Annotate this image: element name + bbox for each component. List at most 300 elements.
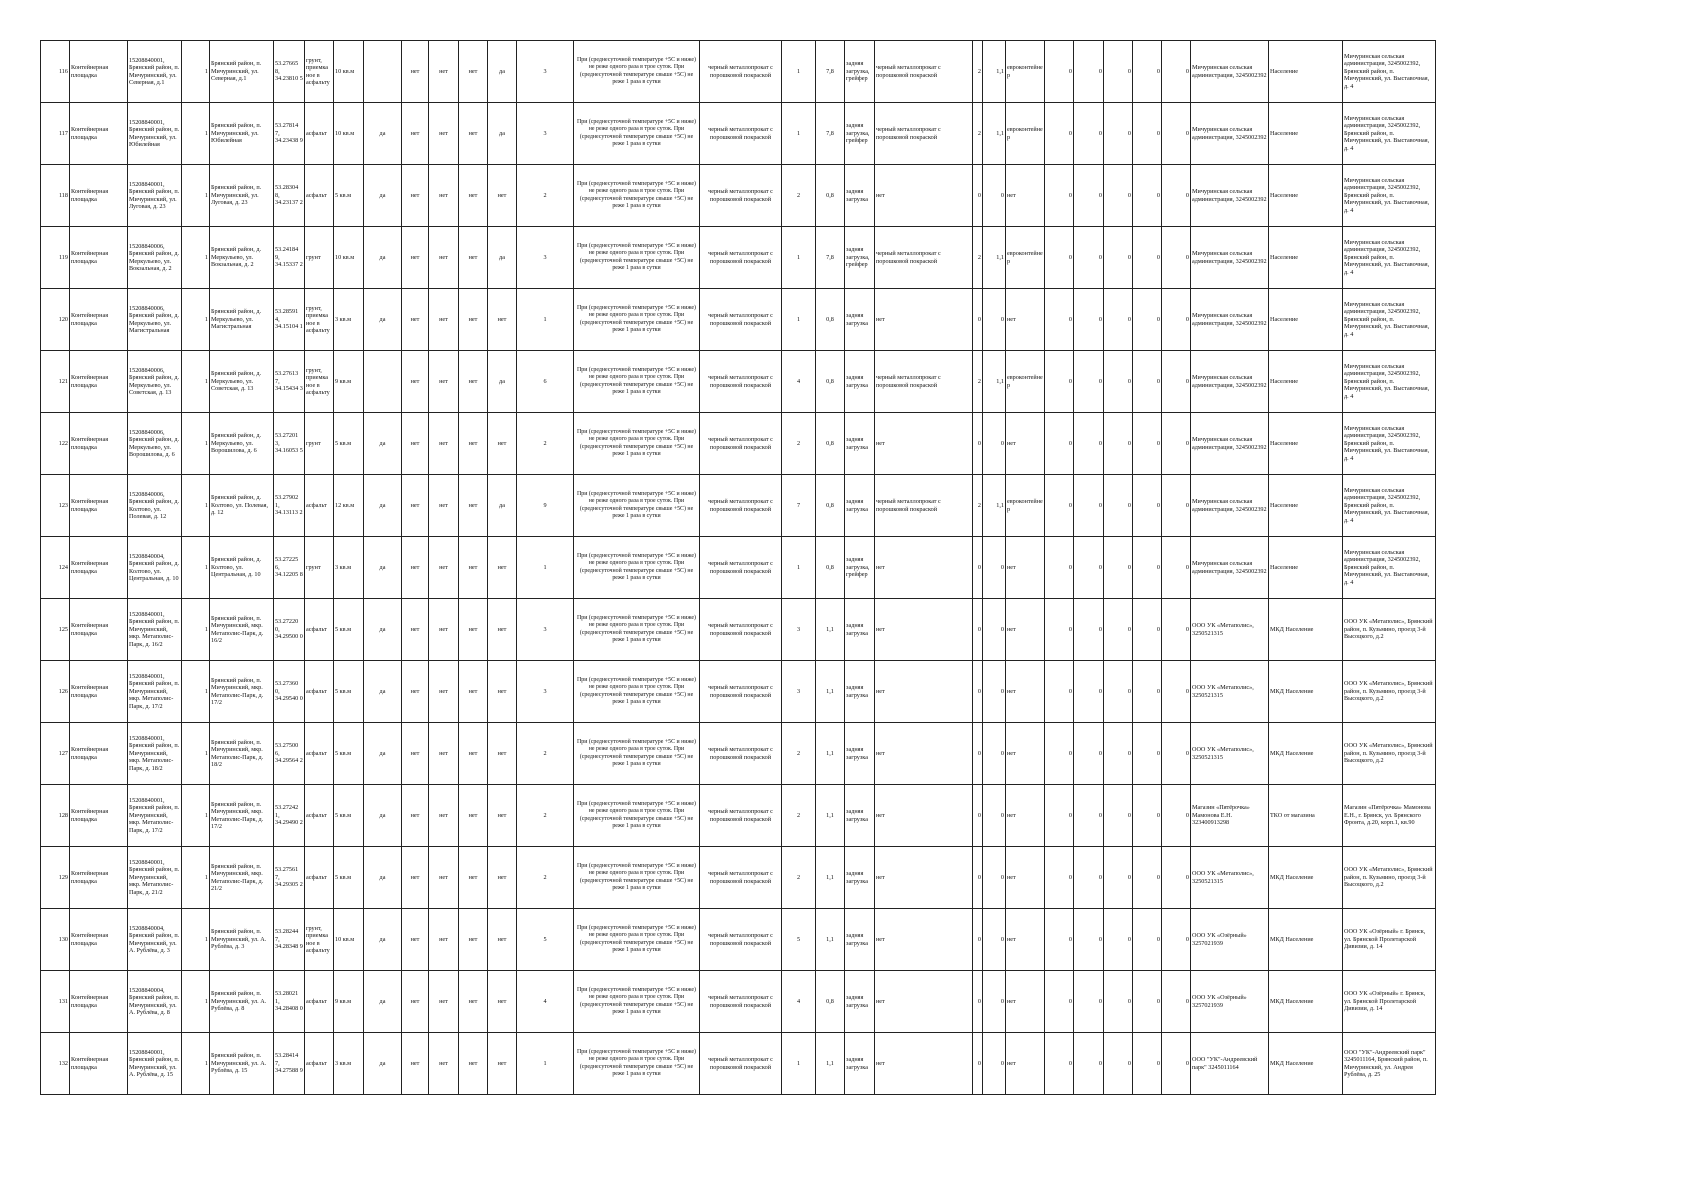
cell-load-type: задняя загрузка, грейфер bbox=[845, 537, 875, 599]
cell-load-type: задняя загрузка bbox=[845, 661, 875, 723]
cell-bunker-material: нет bbox=[875, 413, 973, 475]
cell-flag: 1 bbox=[182, 847, 210, 909]
cell-waste-source-details: ООО УК «Метаполис», Брянский район, п. Кузьмино, проезд 3-й Высоцкого, д.2 bbox=[1343, 723, 1436, 785]
cell-oktmo-address: 15208840001, Брянский район, п. Мичуринский, мкр. Метаполис-Парк, д. 16/2 bbox=[128, 599, 182, 661]
cell-flag-c3: да bbox=[488, 41, 517, 103]
cell-zero-4: 0 bbox=[1133, 1033, 1162, 1095]
cell-owner: Магазин «Пятёрочка» Мамонова Е.Н. 323400913298 bbox=[1191, 785, 1269, 847]
cell-container-count-2: 2 bbox=[782, 165, 816, 227]
cell-site-address: Брянский район, д. Колтово, ул. Полевая, д. 12 bbox=[210, 475, 274, 537]
cell-zero-1: 0 bbox=[1045, 103, 1074, 165]
cell-site-area: 12 кв.м bbox=[334, 475, 364, 537]
cell-zero-2: 0 bbox=[1074, 289, 1104, 351]
cell-container-count: 3 bbox=[517, 41, 574, 103]
cell-zero-3: 0 bbox=[1104, 661, 1133, 723]
cell-fence: нет bbox=[402, 971, 429, 1033]
cell-fence: нет bbox=[402, 351, 429, 413]
cell-bunker-material: нет bbox=[875, 1033, 973, 1095]
cell-collection-schedule: При (среднесуточной температуре +5С и ниже) не реже одного раза в трое суток. При (среднесуточной температуре свыше +5С) не реже 1 раза в сутки bbox=[574, 971, 700, 1033]
cell-container-volume: 1,1 bbox=[816, 599, 845, 661]
cell-flag-c2: нет bbox=[459, 41, 488, 103]
cell-surface-type: асфальт bbox=[305, 165, 334, 227]
cell-flag-c1: нет bbox=[429, 847, 459, 909]
cell-zero-2: 0 bbox=[1074, 165, 1104, 227]
cell-flag-c1: нет bbox=[429, 475, 459, 537]
cell-flag-c3: нет bbox=[488, 971, 517, 1033]
cell-zero-1: 0 bbox=[1045, 599, 1074, 661]
cell-waste-source-details: Мичуринская сельская администрация, 3245002392, Брянский район, п. Мичуринский, ул. Выставочная, д. 4 bbox=[1343, 103, 1436, 165]
cell-owner: Мичуринская сельская администрация, 3245002392 bbox=[1191, 537, 1269, 599]
cell-coordinates: 53.27360 0, 34.29540 0 bbox=[274, 661, 305, 723]
cell-site-type: Контейнерная площадка bbox=[70, 723, 128, 785]
cell-flag-c3: нет bbox=[488, 537, 517, 599]
cell-bunker-type: нет bbox=[1006, 785, 1045, 847]
cell-zero-3: 0 bbox=[1104, 351, 1133, 413]
cell-bunker-count: 0 bbox=[973, 971, 983, 1033]
cell-container-count: 2 bbox=[517, 165, 574, 227]
cell-bunker-material: нет bbox=[875, 599, 973, 661]
cell-oktmo-address: 15208840001, Брянский район, п. Мичуринский, ул. А. Рублёва, д. 15 bbox=[128, 1033, 182, 1095]
cell-flag: 1 bbox=[182, 351, 210, 413]
cell-site-area: 3 кв.м bbox=[334, 537, 364, 599]
cell-container-count-2: 3 bbox=[782, 599, 816, 661]
cell-site-area: 5 кв.м bbox=[334, 661, 364, 723]
cell-canopy: да bbox=[364, 475, 402, 537]
cell-bunker-type: евроконтейнер bbox=[1006, 475, 1045, 537]
cell-zero-3: 0 bbox=[1104, 599, 1133, 661]
cell-bunker-material: нет bbox=[875, 909, 973, 971]
cell-bunker-count: 0 bbox=[973, 289, 983, 351]
cell-flag: 1 bbox=[182, 909, 210, 971]
cell-container-count: 2 bbox=[517, 413, 574, 475]
cell-site-type: Контейнерная площадка bbox=[70, 227, 128, 289]
cell-bunker-count: 0 bbox=[973, 661, 983, 723]
cell-surface-type: грунт, приемка ное в асфальту bbox=[305, 909, 334, 971]
cell-fence: нет bbox=[402, 289, 429, 351]
cell-flag-c1: нет bbox=[429, 785, 459, 847]
cell-zero-4: 0 bbox=[1133, 723, 1162, 785]
cell-waste-source-details: ООО УК «Метаполис», Брянский район, п. Кузьмино, проезд 3-й Высоцкого, д.2 bbox=[1343, 599, 1436, 661]
cell-bunker-material: нет bbox=[875, 537, 973, 599]
cell-collection-schedule: При (среднесуточной температуре +5С и ниже) не реже одного раза в трое суток. При (среднесуточной температуре свыше +5С) не реже 1 раза в сутки bbox=[574, 1033, 700, 1095]
cell-oktmo-address: 15208840001, Брянский район, п. Мичуринский, ул. Луговая, д. 23 bbox=[128, 165, 182, 227]
cell-bunker-count: 0 bbox=[973, 909, 983, 971]
cell-coordinates: 53.28021 1, 34.28408 0 bbox=[274, 971, 305, 1033]
cell-container-count-2: 2 bbox=[782, 413, 816, 475]
cell-row-number: 124 bbox=[41, 537, 70, 599]
cell-container-material: черный металлопрокат с порошковой покраской bbox=[700, 227, 782, 289]
cell-container-volume: 7,8 bbox=[816, 227, 845, 289]
cell-container-count-2: 1 bbox=[782, 41, 816, 103]
cell-container-count: 6 bbox=[517, 351, 574, 413]
cell-container-count: 3 bbox=[517, 661, 574, 723]
cell-zero-1: 0 bbox=[1045, 475, 1074, 537]
cell-container-count-2: 7 bbox=[782, 475, 816, 537]
cell-container-volume: 1,1 bbox=[816, 909, 845, 971]
cell-zero-5: 0 bbox=[1162, 227, 1191, 289]
cell-zero-5: 0 bbox=[1162, 41, 1191, 103]
cell-bunker-volume: 0 bbox=[983, 909, 1006, 971]
cell-canopy: да bbox=[364, 289, 402, 351]
cell-flag: 1 bbox=[182, 971, 210, 1033]
cell-site-area: 3 кв.м bbox=[334, 289, 364, 351]
cell-fence: нет bbox=[402, 661, 429, 723]
cell-zero-5: 0 bbox=[1162, 289, 1191, 351]
cell-canopy: да bbox=[364, 537, 402, 599]
cell-zero-2: 0 bbox=[1074, 413, 1104, 475]
cell-waste-source-details: ООО "УК"-Андреевский парк" 3245011164, Брянский район, п. Мичуринский, ул. Андрея Рублёва, д. 25 bbox=[1343, 1033, 1436, 1095]
cell-zero-5: 0 bbox=[1162, 413, 1191, 475]
cell-bunker-type: нет bbox=[1006, 289, 1045, 351]
cell-surface-type: грунт bbox=[305, 413, 334, 475]
cell-coordinates: 53.24184 9, 34.15337 2 bbox=[274, 227, 305, 289]
cell-zero-3: 0 bbox=[1104, 475, 1133, 537]
cell-fence: нет bbox=[402, 909, 429, 971]
cell-site-address: Брянский район, д. Меркульево, ул. Магистральная bbox=[210, 289, 274, 351]
cell-site-type: Контейнерная площадка bbox=[70, 41, 128, 103]
cell-surface-type: асфальт bbox=[305, 847, 334, 909]
cell-bunker-count: 0 bbox=[973, 1033, 983, 1095]
cell-bunker-type: нет bbox=[1006, 847, 1045, 909]
cell-bunker-material: черный металлопрокат с порошковой покраской bbox=[875, 227, 973, 289]
cell-bunker-count: 0 bbox=[973, 599, 983, 661]
cell-coordinates: 53.27225 6, 34.12205 8 bbox=[274, 537, 305, 599]
cell-bunker-volume: 0 bbox=[983, 847, 1006, 909]
cell-container-material: черный металлопрокат с порошковой покраской bbox=[700, 165, 782, 227]
cell-flag-c3: да bbox=[488, 103, 517, 165]
cell-oktmo-address: 15208840006, Брянский район, д. Меркульево, ул. Вокзальная, д. 2 bbox=[128, 227, 182, 289]
cell-container-count-2: 1 bbox=[782, 1033, 816, 1095]
cell-container-material: черный металлопрокат с порошковой покраской bbox=[700, 599, 782, 661]
cell-waste-source: Население bbox=[1269, 537, 1343, 599]
cell-container-material: черный металлопрокат с порошковой покраской bbox=[700, 413, 782, 475]
cell-bunker-material: нет bbox=[875, 785, 973, 847]
cell-zero-3: 0 bbox=[1104, 165, 1133, 227]
cell-container-volume: 0,8 bbox=[816, 537, 845, 599]
cell-flag-c2: нет bbox=[459, 599, 488, 661]
cell-load-type: задняя загрузка bbox=[845, 723, 875, 785]
cell-coordinates: 53.28414 7, 34.27588 9 bbox=[274, 1033, 305, 1095]
cell-container-material: черный металлопрокат с порошковой покраской bbox=[700, 289, 782, 351]
cell-container-count-2: 2 bbox=[782, 785, 816, 847]
cell-bunker-volume: 0 bbox=[983, 661, 1006, 723]
cell-zero-4: 0 bbox=[1133, 537, 1162, 599]
cell-container-material: черный металлопрокат с порошковой покраской bbox=[700, 1033, 782, 1095]
cell-container-volume: 0,8 bbox=[816, 475, 845, 537]
cell-collection-schedule: При (среднесуточной температуре +5С и ниже) не реже одного раза в трое суток. При (среднесуточной температуре свыше +5С) не реже 1 раза в сутки bbox=[574, 723, 700, 785]
cell-waste-source: МКД Население bbox=[1269, 971, 1343, 1033]
cell-site-area: 9 кв.м bbox=[334, 351, 364, 413]
cell-zero-2: 0 bbox=[1074, 847, 1104, 909]
cell-load-type: задняя загрузка bbox=[845, 1033, 875, 1095]
cell-site-type: Контейнерная площадка bbox=[70, 289, 128, 351]
cell-site-type: Контейнерная площадка bbox=[70, 475, 128, 537]
cell-flag-c1: нет bbox=[429, 165, 459, 227]
cell-owner: Мичуринская сельская администрация, 3245002392 bbox=[1191, 289, 1269, 351]
cell-bunker-type: нет bbox=[1006, 413, 1045, 475]
cell-flag-c3: да bbox=[488, 351, 517, 413]
cell-flag-c1: нет bbox=[429, 537, 459, 599]
cell-waste-source: Население bbox=[1269, 165, 1343, 227]
cell-bunker-type: нет bbox=[1006, 1033, 1045, 1095]
cell-canopy: да bbox=[364, 165, 402, 227]
cell-flag-c1: нет bbox=[429, 723, 459, 785]
cell-zero-3: 0 bbox=[1104, 909, 1133, 971]
cell-oktmo-address: 15208840004, Брянский район, д. Колтово, ул. Центральная, д. 10 bbox=[128, 537, 182, 599]
cell-coordinates: 53.28591 4, 34.15104 1 bbox=[274, 289, 305, 351]
cell-row-number: 116 bbox=[41, 41, 70, 103]
table-row bbox=[41, 41, 1436, 103]
cell-zero-3: 0 bbox=[1104, 971, 1133, 1033]
cell-bunker-volume: 1,1 bbox=[983, 475, 1006, 537]
cell-row-number: 121 bbox=[41, 351, 70, 413]
cell-canopy bbox=[364, 41, 402, 103]
cell-oktmo-address: 15208840001, Брянский район, п. Мичуринский, ул. Северная, д.1 bbox=[128, 41, 182, 103]
cell-flag-c3: нет bbox=[488, 909, 517, 971]
cell-owner: ООО УК «Метаполис», 3250521315 bbox=[1191, 723, 1269, 785]
table-row bbox=[41, 661, 1436, 723]
cell-fence: нет bbox=[402, 847, 429, 909]
cell-fence: нет bbox=[402, 103, 429, 165]
cell-site-area: 10 кв.м bbox=[334, 41, 364, 103]
cell-coordinates: 53.27613 7, 34.15434 3 bbox=[274, 351, 305, 413]
cell-site-type: Контейнерная площадка bbox=[70, 413, 128, 475]
cell-container-count-2: 1 bbox=[782, 289, 816, 351]
cell-zero-5: 0 bbox=[1162, 785, 1191, 847]
cell-load-type: задняя загрузка bbox=[845, 475, 875, 537]
cell-zero-3: 0 bbox=[1104, 723, 1133, 785]
cell-site-area: 5 кв.м bbox=[334, 723, 364, 785]
cell-load-type: задняя загрузка, грейфер bbox=[845, 227, 875, 289]
cell-site-area: 5 кв.м bbox=[334, 785, 364, 847]
cell-waste-source-details: Мичуринская сельская администрация, 3245002392, Брянский район, п. Мичуринский, ул. Выставочная, д. 4 bbox=[1343, 41, 1436, 103]
cell-waste-source: Население bbox=[1269, 227, 1343, 289]
cell-site-area: 5 кв.м bbox=[334, 599, 364, 661]
cell-flag: 1 bbox=[182, 661, 210, 723]
cell-site-address: Брянский район, п. Мичуринский, ул. А. Рублёва, д. 3 bbox=[210, 909, 274, 971]
cell-flag-c2: нет bbox=[459, 475, 488, 537]
cell-flag-c1: нет bbox=[429, 909, 459, 971]
cell-surface-type: асфальт bbox=[305, 723, 334, 785]
cell-owner: ООО УК «Озёрный» 3257021939 bbox=[1191, 909, 1269, 971]
cell-owner: ООО УК «Метаполис», 3250521315 bbox=[1191, 847, 1269, 909]
cell-container-volume: 0,8 bbox=[816, 165, 845, 227]
cell-container-material: черный металлопрокат с порошковой покраской bbox=[700, 475, 782, 537]
cell-waste-source-details: Мичуринская сельская администрация, 3245002392, Брянский район, п. Мичуринский, ул. Выставочная, д. 4 bbox=[1343, 413, 1436, 475]
cell-oktmo-address: 15208840006, Брянский район, д. Колтово, ул. Полевая, д. 12 bbox=[128, 475, 182, 537]
cell-surface-type: асфальт bbox=[305, 661, 334, 723]
cell-surface-type: асфальт bbox=[305, 103, 334, 165]
cell-collection-schedule: При (среднесуточной температуре +5С и ниже) не реже одного раза в трое суток. При (среднесуточной температуре свыше +5С) не реже 1 раза в сутки bbox=[574, 41, 700, 103]
cell-zero-5: 0 bbox=[1162, 599, 1191, 661]
cell-bunker-volume: 0 bbox=[983, 599, 1006, 661]
table-row bbox=[41, 227, 1436, 289]
cell-bunker-type: нет bbox=[1006, 537, 1045, 599]
cell-fence: нет bbox=[402, 41, 429, 103]
cell-flag: 1 bbox=[182, 413, 210, 475]
cell-zero-5: 0 bbox=[1162, 847, 1191, 909]
cell-container-count: 4 bbox=[517, 971, 574, 1033]
cell-zero-2: 0 bbox=[1074, 227, 1104, 289]
cell-bunker-count: 0 bbox=[973, 413, 983, 475]
cell-canopy: да bbox=[364, 599, 402, 661]
cell-zero-1: 0 bbox=[1045, 1033, 1074, 1095]
cell-bunker-type: нет bbox=[1006, 165, 1045, 227]
cell-waste-source-details: Мичуринская сельская администрация, 3245002392, Брянский район, п. Мичуринский, ул. Выставочная, д. 4 bbox=[1343, 351, 1436, 413]
cell-row-number: 122 bbox=[41, 413, 70, 475]
cell-flag-c2: нет bbox=[459, 289, 488, 351]
table-row bbox=[41, 599, 1436, 661]
table-row bbox=[41, 847, 1436, 909]
cell-fence: нет bbox=[402, 537, 429, 599]
cell-waste-source: МКД Население bbox=[1269, 661, 1343, 723]
cell-bunker-volume: 0 bbox=[983, 413, 1006, 475]
cell-container-material: черный металлопрокат с порошковой покраской bbox=[700, 909, 782, 971]
cell-oktmo-address: 15208840001, Брянский район, п. Мичуринский, мкр. Метаполис-Парк, д. 18/2 bbox=[128, 723, 182, 785]
cell-zero-1: 0 bbox=[1045, 165, 1074, 227]
cell-fence: нет bbox=[402, 227, 429, 289]
cell-load-type: задняя загрузка, грейфер bbox=[845, 41, 875, 103]
cell-flag-c1: нет bbox=[429, 971, 459, 1033]
cell-site-area: 3 кв.м bbox=[334, 1033, 364, 1095]
cell-row-number: 125 bbox=[41, 599, 70, 661]
cell-bunker-volume: 0 bbox=[983, 537, 1006, 599]
cell-zero-3: 0 bbox=[1104, 847, 1133, 909]
cell-waste-source: Население bbox=[1269, 413, 1343, 475]
cell-surface-type: грунт, приемка ное в асфальту bbox=[305, 351, 334, 413]
cell-bunker-material: черный металлопрокат с порошковой покраской bbox=[875, 351, 973, 413]
cell-container-volume: 0,8 bbox=[816, 351, 845, 413]
cell-flag-c2: нет bbox=[459, 723, 488, 785]
cell-zero-2: 0 bbox=[1074, 785, 1104, 847]
cell-site-area: 9 кв.м bbox=[334, 971, 364, 1033]
cell-owner: Мичуринская сельская администрация, 3245002392 bbox=[1191, 165, 1269, 227]
cell-load-type: задняя загрузка, грейфер bbox=[845, 103, 875, 165]
cell-flag: 1 bbox=[182, 103, 210, 165]
cell-flag-c3: нет bbox=[488, 599, 517, 661]
cell-site-type: Контейнерная площадка bbox=[70, 661, 128, 723]
cell-waste-source-details: ООО УК «Метаполис», Брянский район, п. Кузьмино, проезд 3-й Высоцкого, д.2 bbox=[1343, 661, 1436, 723]
cell-row-number: 129 bbox=[41, 847, 70, 909]
cell-bunker-volume: 0 bbox=[983, 723, 1006, 785]
cell-load-type: задняя загрузка bbox=[845, 413, 875, 475]
cell-row-number: 119 bbox=[41, 227, 70, 289]
cell-flag-c1: нет bbox=[429, 351, 459, 413]
cell-waste-source-details: Мичуринская сельская администрация, 3245002392, Брянский район, п. Мичуринский, ул. Выставочная, д. 4 bbox=[1343, 165, 1436, 227]
cell-coordinates: 53.27201 3, 34.16053 5 bbox=[274, 413, 305, 475]
cell-surface-type: асфальт bbox=[305, 971, 334, 1033]
cell-flag-c2: нет bbox=[459, 971, 488, 1033]
cell-container-material: черный металлопрокат с порошковой покраской bbox=[700, 103, 782, 165]
cell-site-type: Контейнерная площадка bbox=[70, 599, 128, 661]
cell-zero-1: 0 bbox=[1045, 289, 1074, 351]
cell-flag-c2: нет bbox=[459, 351, 488, 413]
cell-bunker-type: евроконтейнер bbox=[1006, 41, 1045, 103]
cell-flag: 1 bbox=[182, 165, 210, 227]
cell-waste-source-details: Мичуринская сельская администрация, 3245002392, Брянский район, п. Мичуринский, ул. Выставочная, д. 4 bbox=[1343, 537, 1436, 599]
cell-oktmo-address: 15208840006, Брянский район, д. Меркульево, ул. Магистральная bbox=[128, 289, 182, 351]
cell-site-address: Брянский район, п. Мичуринский, ул. А. Рублёва, д. 8 bbox=[210, 971, 274, 1033]
cell-collection-schedule: При (среднесуточной температуре +5С и ниже) не реже одного раза в трое суток. При (среднесуточной температуре свыше +5С) не реже 1 раза в сутки bbox=[574, 537, 700, 599]
cell-container-count-2: 5 bbox=[782, 909, 816, 971]
cell-container-count: 3 bbox=[517, 227, 574, 289]
cell-flag-c1: нет bbox=[429, 227, 459, 289]
cell-zero-2: 0 bbox=[1074, 909, 1104, 971]
cell-zero-2: 0 bbox=[1074, 475, 1104, 537]
cell-bunker-type: нет bbox=[1006, 909, 1045, 971]
cell-collection-schedule: При (среднесуточной температуре +5С и ниже) не реже одного раза в трое суток. При (среднесуточной температуре свыше +5С) не реже 1 раза в сутки bbox=[574, 289, 700, 351]
cell-canopy: да bbox=[364, 971, 402, 1033]
cell-flag-c3: да bbox=[488, 475, 517, 537]
cell-fence: нет bbox=[402, 785, 429, 847]
cell-flag-c1: нет bbox=[429, 661, 459, 723]
cell-flag: 1 bbox=[182, 41, 210, 103]
cell-surface-type: асфальт bbox=[305, 1033, 334, 1095]
cell-zero-3: 0 bbox=[1104, 785, 1133, 847]
cell-zero-5: 0 bbox=[1162, 661, 1191, 723]
cell-surface-type: грунт bbox=[305, 537, 334, 599]
cell-flag-c1: нет bbox=[429, 599, 459, 661]
table-row bbox=[41, 475, 1436, 537]
cell-bunker-material: нет bbox=[875, 971, 973, 1033]
cell-bunker-type: нет bbox=[1006, 599, 1045, 661]
cell-container-count: 2 bbox=[517, 723, 574, 785]
cell-bunker-volume: 1,1 bbox=[983, 227, 1006, 289]
cell-zero-2: 0 bbox=[1074, 599, 1104, 661]
cell-zero-1: 0 bbox=[1045, 909, 1074, 971]
cell-collection-schedule: При (среднесуточной температуре +5С и ниже) не реже одного раза в трое суток. При (среднесуточной температуре свыше +5С) не реже 1 раза в сутки bbox=[574, 847, 700, 909]
cell-zero-5: 0 bbox=[1162, 537, 1191, 599]
cell-container-material: черный металлопрокат с порошковой покраской bbox=[700, 723, 782, 785]
cell-bunker-material: нет bbox=[875, 661, 973, 723]
cell-surface-type: асфальт bbox=[305, 599, 334, 661]
cell-fence: нет bbox=[402, 599, 429, 661]
cell-bunker-count: 2 bbox=[973, 41, 983, 103]
cell-bunker-material: черный металлопрокат с порошковой покраской bbox=[875, 41, 973, 103]
cell-canopy: да bbox=[364, 847, 402, 909]
cell-flag-c2: нет bbox=[459, 847, 488, 909]
cell-flag-c3: да bbox=[488, 227, 517, 289]
cell-flag-c3: нет bbox=[488, 165, 517, 227]
cell-container-material: черный металлопрокат с порошковой покраской bbox=[700, 661, 782, 723]
cell-zero-5: 0 bbox=[1162, 475, 1191, 537]
cell-owner: Мичуринская сельская администрация, 3245002392 bbox=[1191, 351, 1269, 413]
cell-canopy: да bbox=[364, 909, 402, 971]
cell-container-count: 1 bbox=[517, 537, 574, 599]
cell-zero-2: 0 bbox=[1074, 661, 1104, 723]
cell-load-type: задняя загрузка bbox=[845, 165, 875, 227]
cell-zero-5: 0 bbox=[1162, 909, 1191, 971]
cell-oktmo-address: 15208840006, Брянский район, д. Меркульево, ул. Ворошилова, д. 6 bbox=[128, 413, 182, 475]
cell-waste-source: Население bbox=[1269, 289, 1343, 351]
cell-bunker-volume: 0 bbox=[983, 1033, 1006, 1095]
cell-fence: нет bbox=[402, 723, 429, 785]
cell-container-count-2: 2 bbox=[782, 847, 816, 909]
cell-site-type: Контейнерная площадка bbox=[70, 971, 128, 1033]
cell-container-volume: 0,8 bbox=[816, 289, 845, 351]
cell-site-address: Брянский район, п. Мичуринский, ул. Северная, д.1 bbox=[210, 41, 274, 103]
cell-fence: нет bbox=[402, 413, 429, 475]
cell-site-area: 10 кв.м bbox=[334, 909, 364, 971]
cell-zero-1: 0 bbox=[1045, 661, 1074, 723]
cell-flag-c1: нет bbox=[429, 413, 459, 475]
cell-coordinates: 53.27561 7, 34.29305 2 bbox=[274, 847, 305, 909]
cell-flag-c3: нет bbox=[488, 661, 517, 723]
cell-load-type: задняя загрузка bbox=[845, 909, 875, 971]
table-row bbox=[41, 971, 1436, 1033]
cell-owner: ООО "УК"-Андреевский парк" 3245011164 bbox=[1191, 1033, 1269, 1095]
cell-site-address: Брянский район, п. Мичуринский, мкр. Метаполис-Парк, д. 17/2 bbox=[210, 785, 274, 847]
